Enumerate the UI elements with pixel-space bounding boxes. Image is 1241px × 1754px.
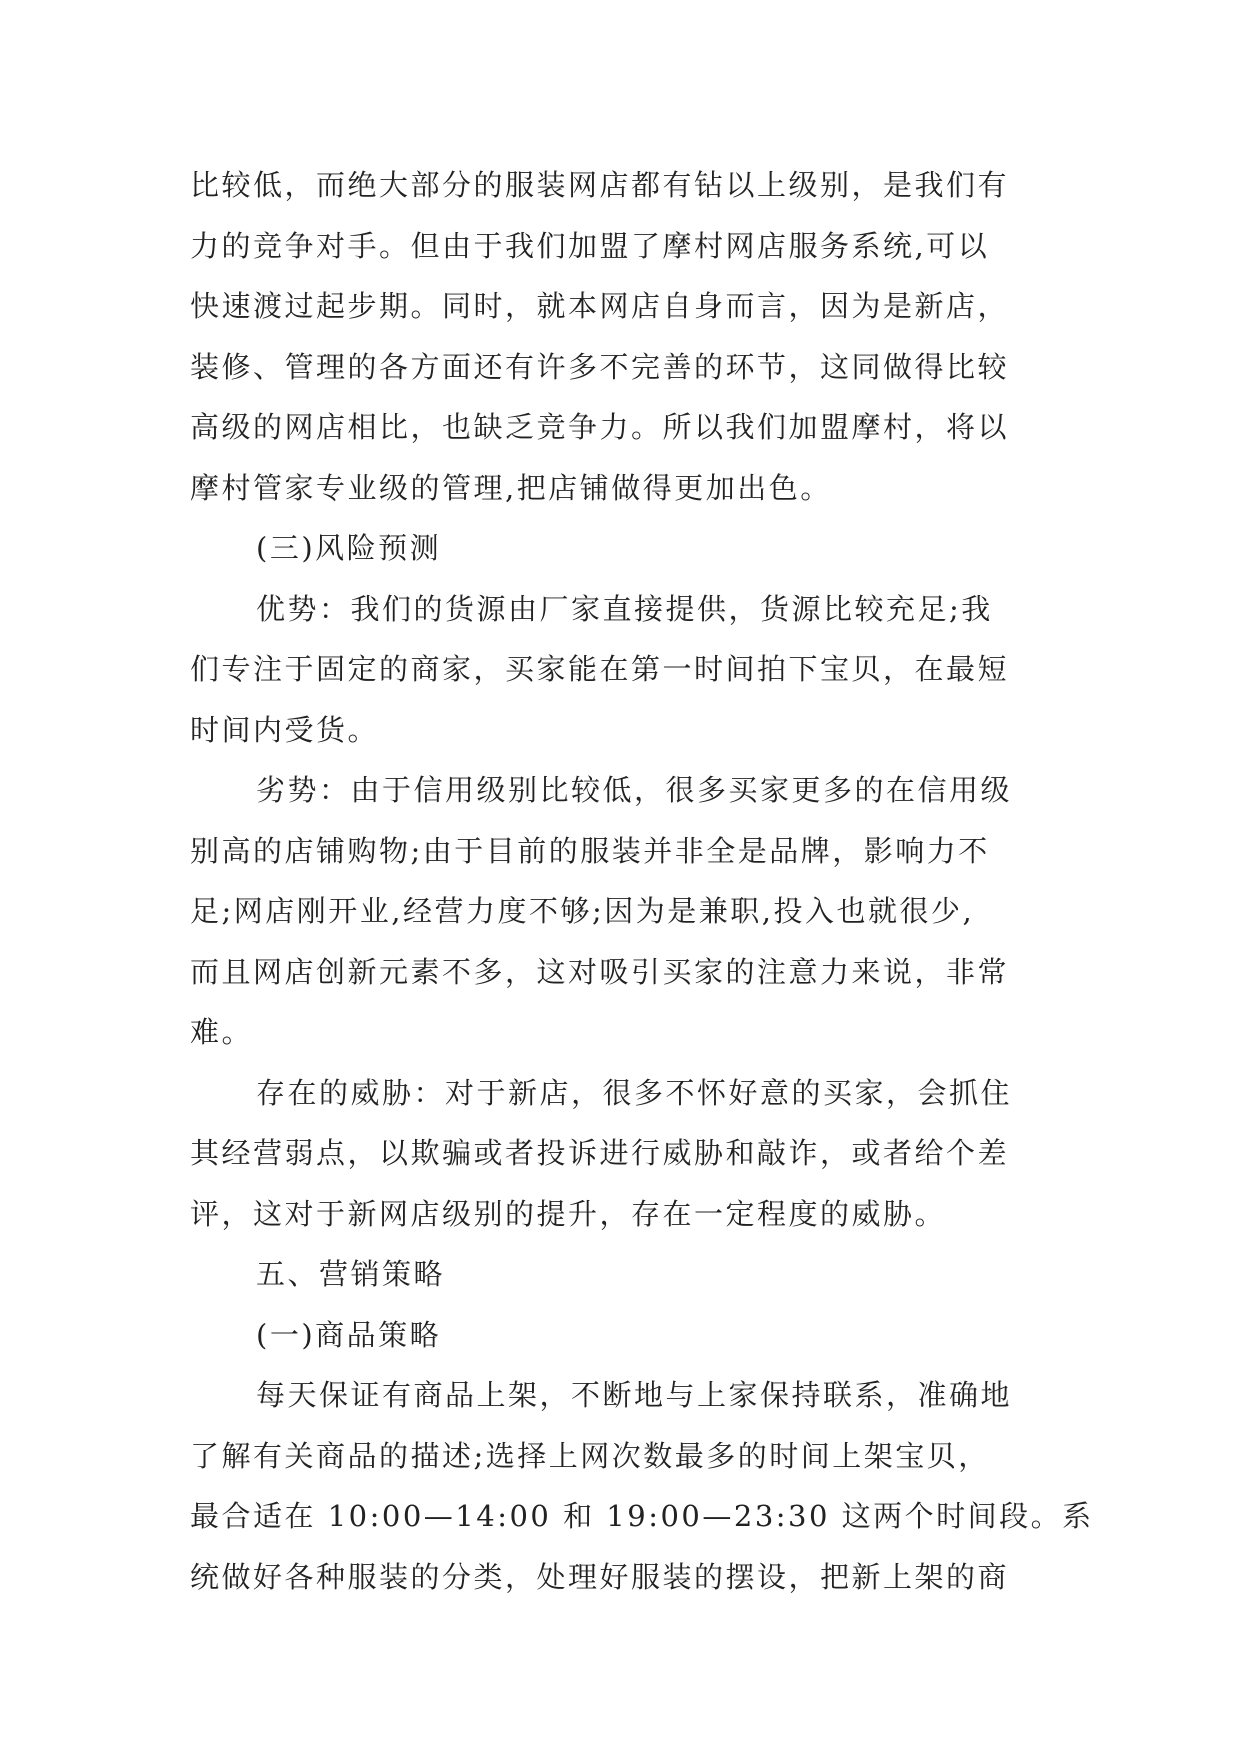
text-line-5: 高级的网店相比，也缺乏竞争力。所以我们加盟摩村，将以 bbox=[190, 410, 1010, 444]
text-line-18: 评，这对于新网店级别的提升，存在一定程度的威胁。 bbox=[190, 1196, 947, 1231]
text-line-8: 优势：我们的货源由厂家直接提供，货源比较充足;我 bbox=[256, 591, 993, 626]
text-line-12: 别高的店铺购物;由于目前的服装并非全是品牌，影响力不 bbox=[190, 833, 990, 868]
text-line-10: 时间内受货。 bbox=[190, 712, 380, 747]
text-line-17: 其经营弱点，以欺骗或者投诉进行威胁和敲诈，或者给个差 bbox=[190, 1136, 1010, 1170]
text-line-2: 力的竞争对手。但由于我们加盟了摩村网店服务系统,可以 bbox=[190, 228, 990, 263]
text-line-22: 了解有关商品的描述;选择上网次数最多的时间上架宝贝， bbox=[190, 1438, 990, 1473]
text-line-1: 比较低，而绝大部分的服装网店都有钻以上级别，是我们有 bbox=[190, 168, 1010, 202]
text-line-9: 们专注于固定的商家，买家能在第一时间拍下宝贝，在最短 bbox=[190, 652, 1010, 686]
section-heading-risk-forecast: (三)风险预测 bbox=[256, 531, 442, 565]
text-line-13: 足;网店刚开业,经营力度不够;因为是兼职,投入也就很少, bbox=[190, 894, 975, 928]
text-line-11: 劣势：由于信用级别比较低，很多买家更多的在信用级 bbox=[256, 773, 1013, 807]
text-line-16: 存在的威胁：对于新店，很多不怀好意的买家，会抓住 bbox=[256, 1075, 1013, 1110]
section-heading-product-strategy: (一)商品策略 bbox=[256, 1317, 442, 1352]
text-line-14: 而且网店创新元素不多，这对吸引买家的注意力来说，非常 bbox=[190, 954, 1010, 989]
text-line-3: 快速渡过起步期。同时，就本网店自身而言，因为是新店， bbox=[190, 289, 1010, 323]
text-line-23: 最合适在 10:00—14:00 和 19:00—23:30 这两个时间段。系 bbox=[190, 1499, 1094, 1533]
section-heading-marketing-strategy: 五、营销策略 bbox=[256, 1257, 446, 1291]
text-line-24: 统做好各种服装的分类，处理好服装的摆设，把新上架的商 bbox=[190, 1559, 1010, 1594]
text-line-21: 每天保证有商品上架，不断地与上家保持联系，准确地 bbox=[256, 1378, 1013, 1412]
document-body bbox=[190, 155, 1094, 1607]
text-line-4: 装修、管理的各方面还有许多不完善的环节，这同做得比较 bbox=[190, 349, 1010, 384]
text-line-15: 难。 bbox=[190, 1015, 254, 1049]
text-line-6: 摩村管家专业级的管理,把店铺做得更加出色。 bbox=[190, 470, 832, 505]
